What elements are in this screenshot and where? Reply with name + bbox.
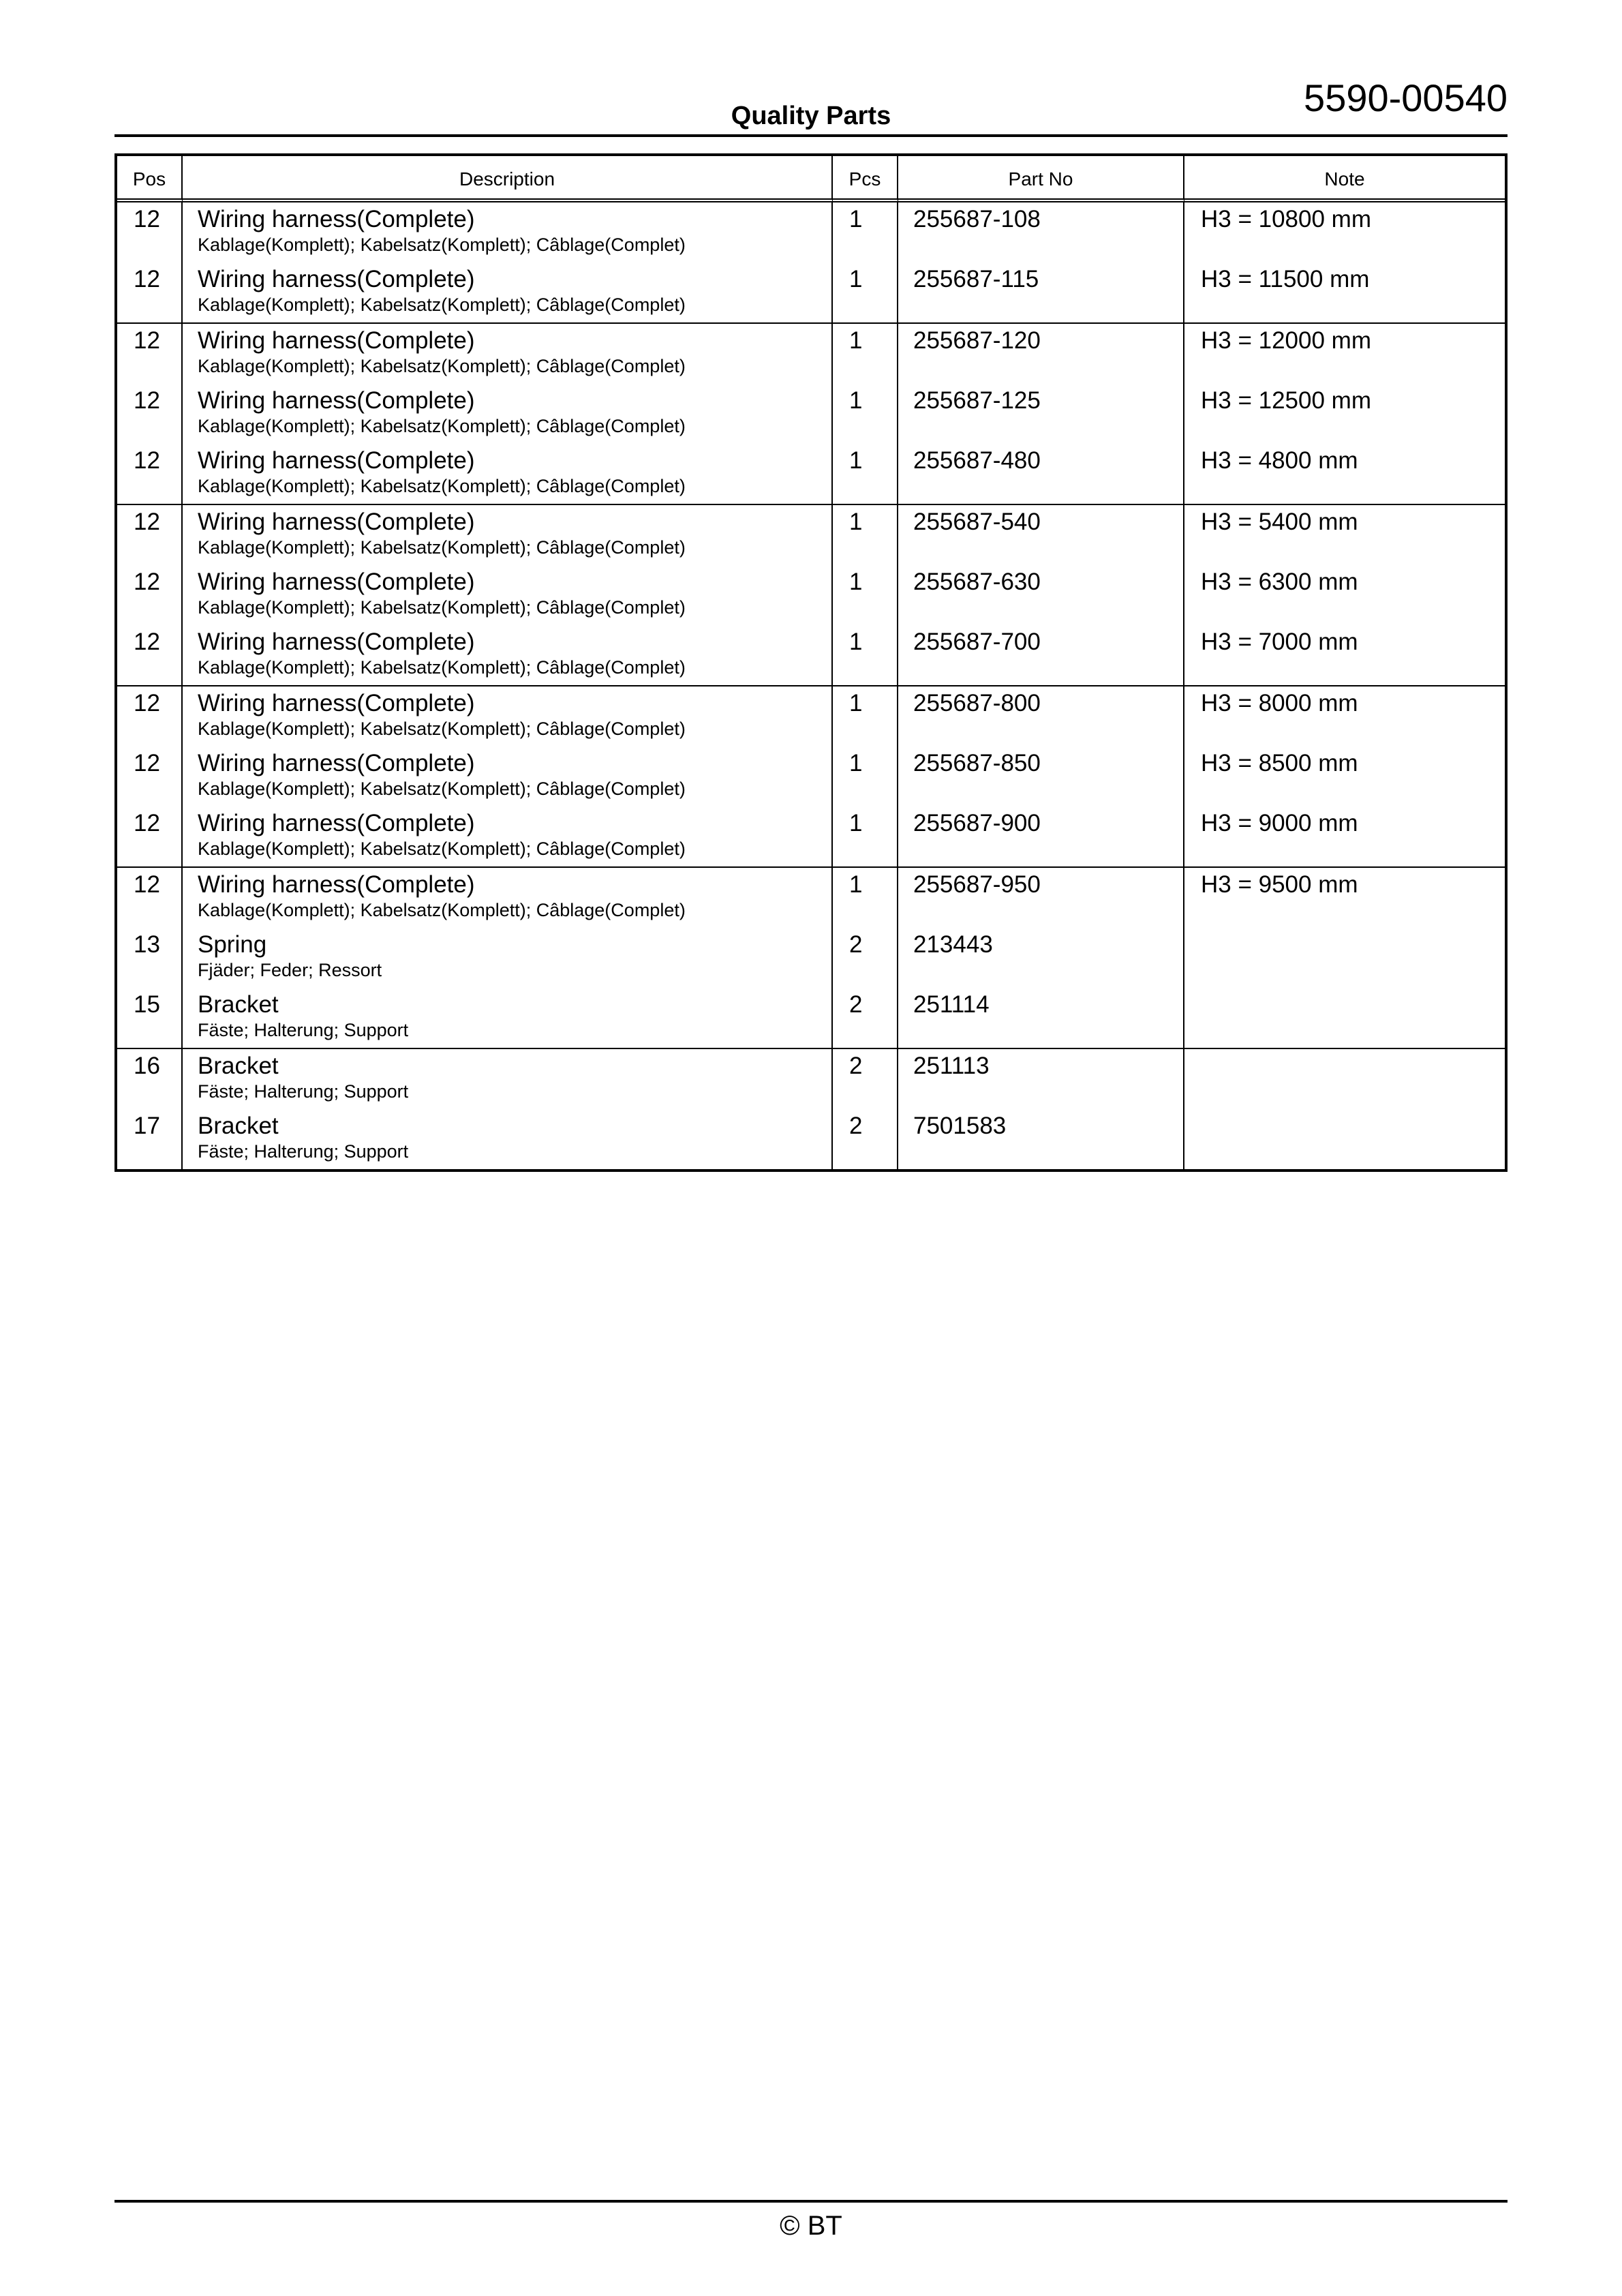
document-number: 5590-00540 xyxy=(1304,76,1508,119)
note-text xyxy=(1184,1049,1505,1053)
cell-part-no xyxy=(898,746,1184,806)
cell-note xyxy=(1184,806,1505,868)
description-translations: Kablage(Komplett); Kabelsatz(Komplett); Câblage(Complet) xyxy=(198,839,686,859)
cell-note xyxy=(1184,505,1505,565)
cell-pcs xyxy=(833,324,898,384)
pcs-value: 1 xyxy=(849,447,863,474)
pos-value: 12 xyxy=(134,327,160,354)
description-translations: Kablage(Komplett); Kabelsatz(Komplett); Câblage(Complet) xyxy=(198,294,686,315)
pos-value: 17 xyxy=(134,1113,160,1139)
pcs-value: 2 xyxy=(849,1053,863,1079)
table-row xyxy=(117,806,1505,868)
cell-part-no xyxy=(898,988,1184,1049)
cell-pcs xyxy=(833,444,898,505)
table-row xyxy=(117,746,1505,806)
description-text: Wiring harness(Complete) xyxy=(198,266,475,292)
cell-note xyxy=(1184,262,1505,324)
note-text: H3 = 12000 mm xyxy=(1201,327,1371,354)
cell-description xyxy=(183,505,833,565)
part-number: 255687-800 xyxy=(913,690,1041,716)
table-row xyxy=(117,868,1505,928)
pcs-value: 1 xyxy=(849,509,863,535)
part-number: 7501583 xyxy=(913,1113,1007,1139)
cell-pcs xyxy=(833,1049,898,1109)
part-number: 255687-120 xyxy=(913,327,1041,354)
pcs-value: 2 xyxy=(849,1113,863,1139)
table-row xyxy=(117,625,1505,686)
cell-pcs xyxy=(833,806,898,868)
cell-note xyxy=(1184,324,1505,384)
table-row xyxy=(117,686,1505,746)
description-translations: Kablage(Komplett); Kabelsatz(Komplett); Câblage(Complet) xyxy=(198,719,686,739)
parts-table xyxy=(114,153,1508,1172)
description-text: Wiring harness(Complete) xyxy=(198,871,475,898)
description-text: Wiring harness(Complete) xyxy=(198,509,475,535)
cell-pcs xyxy=(833,262,898,324)
part-number: 213443 xyxy=(913,931,993,958)
table-row xyxy=(117,444,1505,505)
cell-description xyxy=(183,1049,833,1109)
description-text: Wiring harness(Complete) xyxy=(198,690,475,716)
part-number: 255687-480 xyxy=(913,447,1041,474)
cell-note xyxy=(1184,868,1505,928)
cell-pcs xyxy=(833,988,898,1049)
cell-pcs xyxy=(833,202,898,262)
pos-value: 12 xyxy=(134,690,160,716)
pos-value: 12 xyxy=(134,447,160,474)
cell-description xyxy=(183,444,833,505)
column-header-description: Description xyxy=(183,156,833,202)
description-text: Wiring harness(Complete) xyxy=(198,750,475,776)
pcs-value: 1 xyxy=(849,690,863,716)
pcs-value: 1 xyxy=(849,387,863,414)
cell-pcs xyxy=(833,565,898,625)
cell-note xyxy=(1184,746,1505,806)
note-text: H3 = 4800 mm xyxy=(1201,447,1358,474)
footer-divider xyxy=(114,2200,1508,2203)
description-translations: Kablage(Komplett); Kabelsatz(Komplett); Câblage(Complet) xyxy=(198,235,686,255)
table-row xyxy=(117,928,1505,988)
part-number: 255687-108 xyxy=(913,206,1041,232)
note-text xyxy=(1184,928,1505,932)
description-text: Bracket xyxy=(198,1053,279,1079)
table-row xyxy=(117,1049,1505,1109)
note-text: H3 = 11500 mm xyxy=(1201,266,1370,292)
description-text: Bracket xyxy=(198,1113,279,1139)
page-title: Quality Parts xyxy=(731,102,891,130)
pos-value: 12 xyxy=(134,569,160,595)
description-text: Spring xyxy=(198,931,267,958)
cell-part-no xyxy=(898,868,1184,928)
cell-part-no xyxy=(898,324,1184,384)
pcs-value: 1 xyxy=(849,569,863,595)
cell-pcs xyxy=(833,928,898,988)
part-number: 255687-630 xyxy=(913,569,1041,595)
part-number: 255687-900 xyxy=(913,810,1041,836)
cell-description xyxy=(183,988,833,1049)
table-header-row xyxy=(117,156,1505,202)
cell-description xyxy=(183,928,833,988)
part-number: 255687-540 xyxy=(913,509,1041,535)
cell-pos xyxy=(117,565,183,625)
pos-value: 12 xyxy=(134,509,160,535)
pcs-value: 1 xyxy=(849,810,863,836)
column-header-note: Note xyxy=(1184,156,1505,202)
cell-pos xyxy=(117,505,183,565)
cell-part-no xyxy=(898,1109,1184,1169)
cell-part-no xyxy=(898,686,1184,746)
pcs-value: 1 xyxy=(849,327,863,354)
table-row xyxy=(117,384,1505,444)
pcs-value: 2 xyxy=(849,991,863,1018)
part-number: 255687-115 xyxy=(913,266,1039,292)
note-text: H3 = 9500 mm xyxy=(1201,871,1358,898)
description-translations: Fäste; Halterung; Support xyxy=(198,1141,409,1162)
description-text: Wiring harness(Complete) xyxy=(198,327,475,354)
cell-description xyxy=(183,746,833,806)
description-translations: Kablage(Komplett); Kabelsatz(Komplett); Câblage(Complet) xyxy=(198,900,686,920)
cell-pos xyxy=(117,625,183,686)
cell-pos xyxy=(117,1109,183,1169)
description-translations: Kablage(Komplett); Kabelsatz(Komplett); Câblage(Complet) xyxy=(198,356,686,376)
cell-description xyxy=(183,324,833,384)
cell-pos xyxy=(117,202,183,262)
cell-pcs xyxy=(833,746,898,806)
cell-part-no xyxy=(898,625,1184,686)
column-header-part-no: Part No xyxy=(898,156,1184,202)
note-text: H3 = 8500 mm xyxy=(1201,750,1358,776)
cell-pos xyxy=(117,262,183,324)
pos-value: 12 xyxy=(134,206,160,232)
description-translations: Fäste; Halterung; Support xyxy=(198,1020,409,1040)
table-row xyxy=(117,505,1505,565)
cell-part-no xyxy=(898,505,1184,565)
cell-part-no xyxy=(898,384,1184,444)
pcs-value: 1 xyxy=(849,871,863,898)
cell-description xyxy=(183,686,833,746)
note-text: H3 = 8000 mm xyxy=(1201,690,1358,716)
table-row xyxy=(117,202,1505,262)
pos-value: 12 xyxy=(134,387,160,414)
cell-pos xyxy=(117,928,183,988)
cell-pos xyxy=(117,1049,183,1109)
cell-pcs xyxy=(833,625,898,686)
pos-value: 12 xyxy=(134,750,160,776)
copyright-text: © BT xyxy=(780,2211,842,2241)
cell-pos xyxy=(117,988,183,1049)
pcs-value: 1 xyxy=(849,266,863,292)
cell-part-no xyxy=(898,1049,1184,1109)
note-text: H3 = 10800 mm xyxy=(1201,206,1371,232)
pos-value: 12 xyxy=(134,629,160,655)
part-number: 255687-950 xyxy=(913,871,1041,898)
cell-part-no xyxy=(898,928,1184,988)
pcs-value: 1 xyxy=(849,629,863,655)
cell-part-no xyxy=(898,565,1184,625)
cell-pos xyxy=(117,868,183,928)
cell-note xyxy=(1184,686,1505,746)
description-translations: Kablage(Komplett); Kabelsatz(Komplett); Câblage(Complet) xyxy=(198,657,686,678)
cell-note xyxy=(1184,202,1505,262)
table-row xyxy=(117,324,1505,384)
cell-note xyxy=(1184,928,1505,988)
cell-note xyxy=(1184,1109,1505,1169)
description-translations: Fjäder; Feder; Ressort xyxy=(198,960,382,980)
cell-part-no xyxy=(898,806,1184,868)
cell-part-no xyxy=(898,262,1184,324)
pos-value: 12 xyxy=(134,266,160,292)
column-header-pos: Pos xyxy=(117,156,183,202)
cell-note xyxy=(1184,444,1505,505)
header-divider xyxy=(114,134,1508,137)
description-translations: Kablage(Komplett); Kabelsatz(Komplett); Câblage(Complet) xyxy=(198,476,686,496)
description-text: Wiring harness(Complete) xyxy=(198,387,475,414)
cell-description xyxy=(183,565,833,625)
cell-description xyxy=(183,868,833,928)
table-row xyxy=(117,262,1505,324)
column-header-pcs: Pcs xyxy=(833,156,898,202)
description-translations: Fäste; Halterung; Support xyxy=(198,1081,409,1102)
part-number: 251113 xyxy=(913,1053,990,1079)
pcs-value: 1 xyxy=(849,206,863,232)
pos-value: 12 xyxy=(134,871,160,898)
pos-value: 16 xyxy=(134,1053,160,1079)
note-text: H3 = 9000 mm xyxy=(1201,810,1358,836)
cell-pcs xyxy=(833,1109,898,1169)
cell-pos xyxy=(117,444,183,505)
parts-table-body xyxy=(117,202,1505,1169)
cell-pcs xyxy=(833,686,898,746)
part-number: 255687-125 xyxy=(913,387,1041,414)
cell-note xyxy=(1184,1049,1505,1109)
cell-pos xyxy=(117,686,183,746)
part-number: 251114 xyxy=(913,991,990,1018)
description-text: Wiring harness(Complete) xyxy=(198,447,475,474)
note-text xyxy=(1184,1109,1505,1113)
description-text: Wiring harness(Complete) xyxy=(198,629,475,655)
pos-value: 13 xyxy=(134,931,160,958)
description-translations: Kablage(Komplett); Kabelsatz(Komplett); Câblage(Complet) xyxy=(198,597,686,618)
cell-part-no xyxy=(898,444,1184,505)
cell-description xyxy=(183,806,833,868)
cell-note xyxy=(1184,384,1505,444)
pcs-value: 1 xyxy=(849,750,863,776)
description-translations: Kablage(Komplett); Kabelsatz(Komplett); Câblage(Complet) xyxy=(198,416,686,436)
cell-description xyxy=(183,1109,833,1169)
note-text: H3 = 5400 mm xyxy=(1201,509,1358,535)
cell-description xyxy=(183,202,833,262)
description-text: Wiring harness(Complete) xyxy=(198,206,475,232)
description-text: Wiring harness(Complete) xyxy=(198,569,475,595)
note-text: H3 = 12500 mm xyxy=(1201,387,1371,414)
table-row xyxy=(117,565,1505,625)
pos-value: 12 xyxy=(134,810,160,836)
cell-pos xyxy=(117,384,183,444)
table-row xyxy=(117,1109,1505,1169)
cell-description xyxy=(183,625,833,686)
cell-pos xyxy=(117,806,183,868)
cell-pos xyxy=(117,746,183,806)
cell-pcs xyxy=(833,505,898,565)
note-text xyxy=(1184,988,1505,992)
part-number: 255687-850 xyxy=(913,750,1041,776)
pcs-value: 2 xyxy=(849,931,863,958)
description-text: Wiring harness(Complete) xyxy=(198,810,475,836)
cell-pcs xyxy=(833,384,898,444)
description-translations: Kablage(Komplett); Kabelsatz(Komplett); Câblage(Complet) xyxy=(198,779,686,799)
cell-note xyxy=(1184,625,1505,686)
cell-description xyxy=(183,262,833,324)
cell-description xyxy=(183,384,833,444)
table-row xyxy=(117,988,1505,1049)
pos-value: 15 xyxy=(134,991,160,1018)
cell-note xyxy=(1184,565,1505,625)
description-text: Bracket xyxy=(198,991,279,1018)
cell-pcs xyxy=(833,868,898,928)
note-text: H3 = 7000 mm xyxy=(1201,629,1358,655)
note-text: H3 = 6300 mm xyxy=(1201,569,1358,595)
part-number: 255687-700 xyxy=(913,629,1041,655)
description-translations: Kablage(Komplett); Kabelsatz(Komplett); Câblage(Complet) xyxy=(198,537,686,558)
cell-pos xyxy=(117,324,183,384)
cell-note xyxy=(1184,988,1505,1049)
cell-part-no xyxy=(898,202,1184,262)
